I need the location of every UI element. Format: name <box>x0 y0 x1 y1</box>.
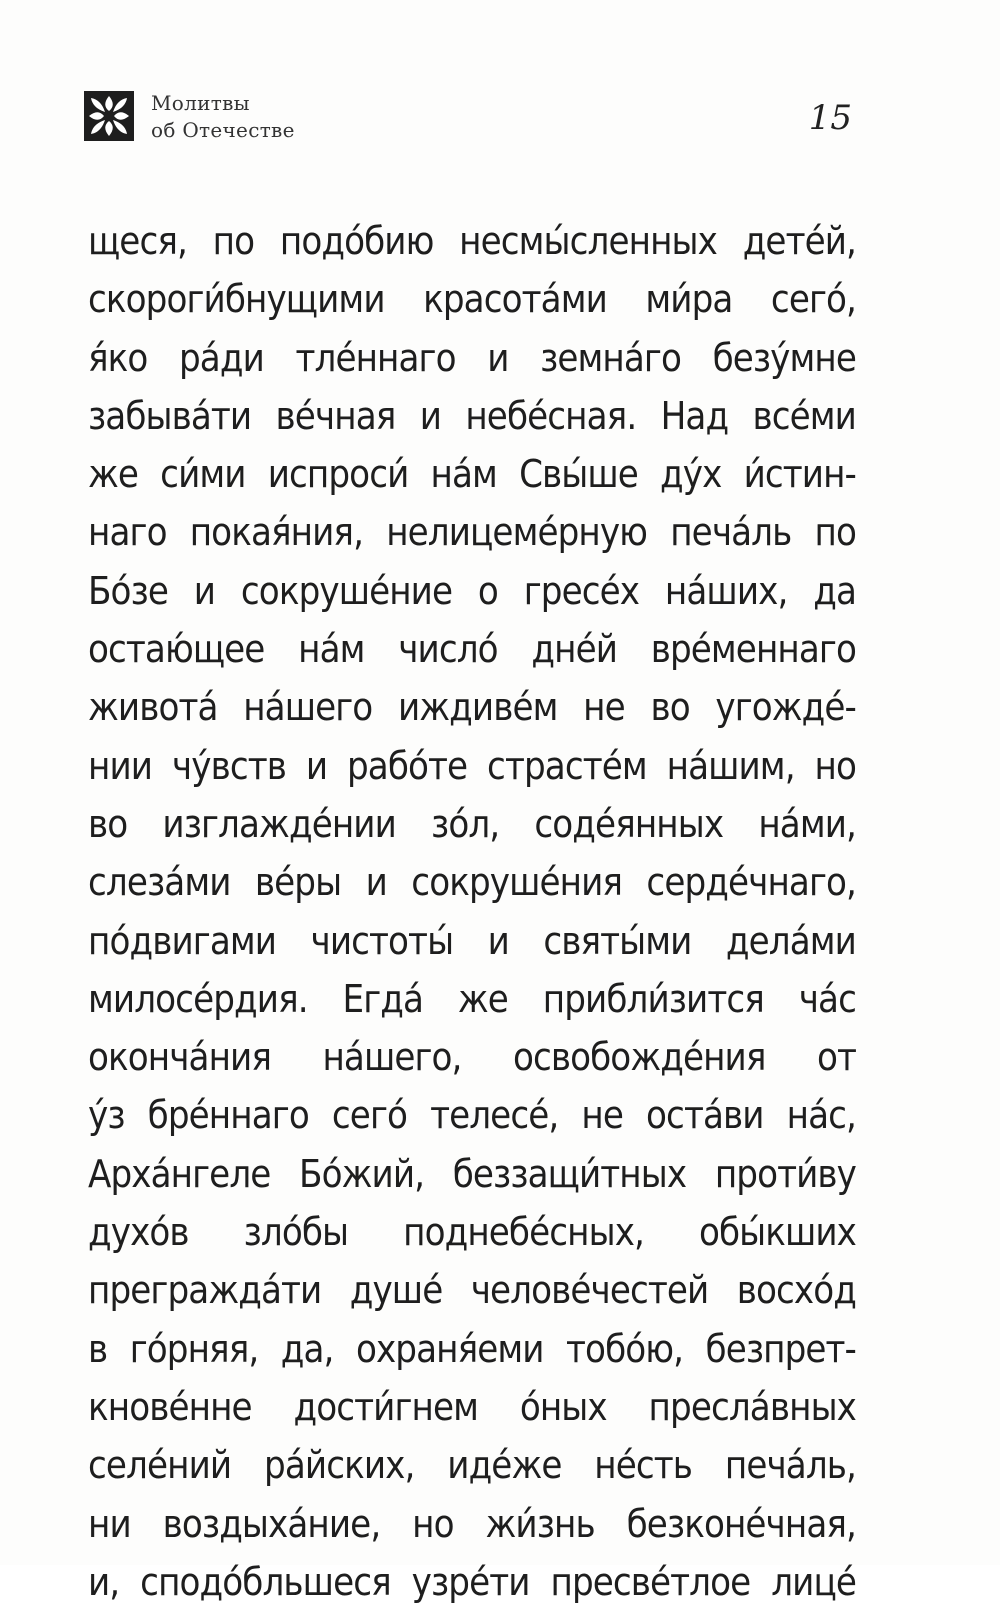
text-line: живота́ на́шего иждиве́м не во угожде́- <box>88 685 856 730</box>
text-line: нии чу́вств и рабо́те страсте́м на́шим, но <box>88 743 856 788</box>
text-line: во изглажде́нии зо́л, соде́янных на́ми, <box>88 801 856 846</box>
running-title-line-1: Молитвы <box>151 91 250 115</box>
text-line: и, сподо́бльшеся узре́ти пресве́тлое лице́ <box>88 1559 856 1604</box>
text-line: кнове́нне дости́гнем о́ных пресла́вных <box>88 1384 856 1429</box>
page-number: 15 <box>808 98 852 138</box>
text-line: Арха́нгеле Бо́жий, беззащи́тных проти́ву <box>88 1151 856 1196</box>
text-line: духо́в зло́бы поднебе́сных, обы́кших <box>88 1210 856 1255</box>
text-line: оконча́ния на́шего, освобожде́ния от <box>88 1035 856 1080</box>
text-line: щеся, по подо́бию несмы́сленных дете́й, <box>88 219 856 263</box>
text-line: Бо́зе и сокруше́ние о гресе́х на́ших, да <box>88 568 856 613</box>
text-line: наго покая́ния, нелицеме́рную печа́ль по <box>88 510 856 555</box>
text-line: в го́рняя, да, охраня́еми тобо́ю, безпрет- <box>88 1326 856 1371</box>
text-line: я́ко ра́ди тле́ннаго и земна́го безу́мне <box>88 335 856 380</box>
text-line: милосе́рдия. Егда́ же прибли́зится ча́с <box>88 976 856 1021</box>
text-line: же си́ми испроси́ на́м Свы́ше ду́х и́стин- <box>88 452 856 497</box>
text-line: ни воздыха́ние, но жи́знь безконе́чная, <box>88 1501 856 1546</box>
text-line: селе́ний ра́йских, иде́же не́сть печа́ль, <box>88 1443 856 1488</box>
page-header <box>83 90 858 150</box>
prayer-text <box>88 212 856 1611</box>
text-line: прегражда́ти душе́ челове́честей восхо́д <box>88 1268 856 1313</box>
text-line: остаю́щее на́м число́ дне́й вре́меннаго <box>88 627 856 672</box>
text-line: у́з бре́ннаго сего́ телесе́, не оста́ви на́с, <box>88 1093 856 1138</box>
running-title <box>151 90 295 144</box>
text-line: по́двигами чистоты́ и святы́ми дела́ми <box>88 918 856 963</box>
text-line: скороги́бнущими красота́ми ми́ра сего́, <box>88 277 856 322</box>
text-line: забыва́ти ве́чная и небе́сная. Над все́ми <box>88 393 856 438</box>
running-title-line-2: об Отечестве <box>151 118 295 142</box>
ornament-cross-icon <box>83 90 135 142</box>
text-line: слеза́ми ве́ры и сокруше́ния серде́чнаго, <box>88 860 856 905</box>
